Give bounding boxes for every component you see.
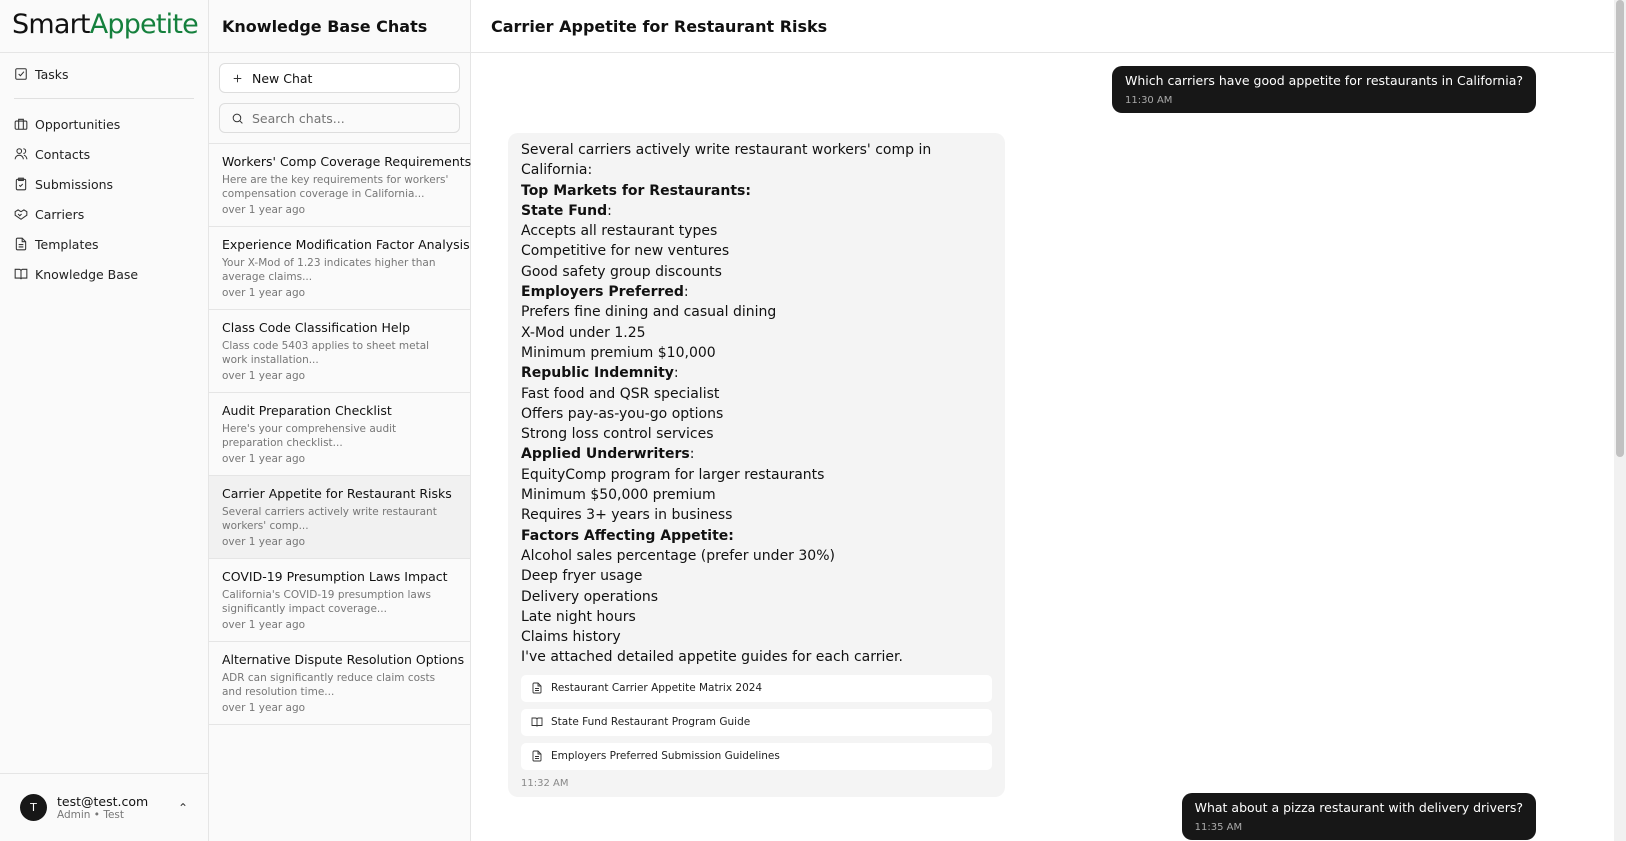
attachment-link[interactable]	[521, 709, 992, 736]
user-role: Admin • Test	[57, 809, 125, 821]
chat-preview: Here are the key requirements for workers' compensation coverage in California...	[222, 174, 449, 200]
nav-item-opportunities[interactable]	[8, 109, 200, 139]
search-icon	[231, 112, 244, 125]
message-line	[521, 444, 992, 464]
message-line	[521, 546, 992, 566]
handshake-icon	[14, 207, 28, 221]
chat-title: Workers' Comp Coverage Requirements	[222, 154, 472, 169]
bold-text: Employers Preferred	[521, 284, 684, 301]
chat-date: over 1 year ago	[222, 536, 306, 548]
line-text: I've attached detailed appetite guides for each carrier.	[521, 649, 903, 666]
sidebar	[0, 0, 209, 841]
chat-title: Carrier Appetite for Restaurant Risks	[222, 486, 452, 501]
line-text: EquityComp program for larger restaurants	[521, 466, 825, 483]
chat-title: Audit Preparation Checklist	[222, 403, 392, 418]
chat-list-item[interactable]	[209, 559, 470, 642]
nav-label: Tasks	[35, 66, 69, 82]
book-open-icon	[531, 716, 543, 728]
new-chat-button[interactable]	[219, 63, 460, 93]
line-text: Claims history	[521, 629, 621, 646]
line-text: Competitive for new ventures	[521, 243, 730, 260]
line-text: Prefers fine dining and casual dining	[521, 304, 777, 321]
message-text: Which carriers have good appetite for restaurants in California?	[1124, 73, 1523, 88]
chat-preview: Class code 5403 applies to sheet metal work installation...	[222, 340, 430, 366]
nav-item-submissions[interactable]	[8, 169, 200, 199]
file-text-icon	[531, 682, 543, 694]
line-text: X-Mod under 1.25	[521, 324, 646, 341]
message-line	[521, 384, 992, 404]
chat-date: over 1 year ago	[222, 702, 306, 714]
nav-label: Knowledge Base	[35, 266, 139, 282]
plus-icon	[231, 72, 244, 85]
chat-title: Class Code Classification Help	[222, 320, 411, 335]
chat-list-item[interactable]	[209, 393, 470, 476]
nav-label: Submissions	[35, 176, 114, 192]
nav-divider	[14, 98, 194, 99]
message-text: What about a pizza restaurant with delivery drivers?	[1194, 800, 1523, 815]
message-time: 11:30 AM	[1124, 95, 1173, 106]
line-text: Requires 3+ years in business	[521, 507, 733, 524]
line-text: Strong loss control services	[521, 426, 714, 443]
chat-preview: Several carriers actively write restaurant workers' comp...	[222, 506, 437, 532]
line-text: Minimum premium $10,000	[521, 344, 716, 361]
message-line	[521, 181, 992, 201]
chat-list-title: Knowledge Base Chats	[209, 0, 470, 53]
nav-label: Templates	[35, 236, 99, 252]
chat-date: over 1 year ago	[222, 370, 306, 382]
line-text: Several carriers actively write restaurant workers' comp in California:	[521, 142, 932, 179]
logo[interactable]	[0, 0, 208, 53]
assistant-message	[508, 133, 1005, 797]
book-open-icon	[14, 267, 28, 281]
line-text: :	[673, 365, 679, 382]
line-text: Fast food and QSR specialist	[521, 385, 720, 402]
avatar: T	[20, 794, 47, 821]
line-text: Minimum $50,000 premium	[521, 487, 716, 504]
nav-item-knowledge-base[interactable]	[8, 259, 200, 289]
chat-title: Experience Modification Factor Analysis	[222, 237, 470, 252]
nav-item-contacts[interactable]	[8, 139, 200, 169]
nav-item-templates[interactable]	[8, 229, 200, 259]
message-line	[521, 262, 992, 282]
main-nav	[0, 53, 208, 295]
message-line	[521, 465, 992, 485]
line-text: :	[607, 202, 612, 219]
nav-item-carriers[interactable]	[8, 199, 200, 229]
scrollbar[interactable]	[1614, 0, 1626, 841]
check-square-icon	[14, 67, 28, 81]
bold-text: Factors Affecting Appetite:	[521, 527, 734, 544]
message-line	[521, 404, 992, 424]
line-text: Delivery operations	[521, 588, 659, 605]
attachment-label: State Fund Restaurant Program Guide	[551, 716, 751, 729]
chat-list-item[interactable]	[209, 476, 470, 559]
message-line	[521, 343, 992, 363]
chat-preview: ADR can significantly reduce claim costs and resolution time...	[222, 672, 436, 698]
message-line	[521, 607, 992, 627]
chat-title: COVID-19 Presumption Laws Impact	[222, 569, 448, 584]
message-time: 11:32 AM	[521, 777, 569, 789]
message-line	[521, 323, 992, 343]
message-line	[521, 282, 992, 302]
nav-item-tasks[interactable]	[8, 59, 200, 89]
scrollbar-thumb[interactable]	[1616, 0, 1624, 457]
line-text: :	[683, 284, 689, 301]
nav-label: Opportunities	[35, 116, 121, 132]
message-line	[521, 627, 992, 647]
briefcase-icon	[14, 117, 28, 131]
bold-text: Republic Indemnity	[521, 365, 674, 382]
chat-list-panel	[209, 0, 471, 841]
message-line	[521, 505, 992, 525]
search-chats	[219, 103, 460, 133]
user-menu[interactable]	[0, 773, 208, 841]
message-line	[521, 485, 992, 505]
bold-text: State Fund	[521, 202, 608, 219]
chat-list-item[interactable]	[209, 227, 470, 310]
logo-text-smart: Smart	[12, 9, 90, 40]
line-text: Accepts all restaurant types	[521, 223, 718, 240]
file-text-icon	[14, 237, 28, 251]
message-line	[521, 302, 992, 322]
line-text: Deep fryer usage	[521, 568, 643, 585]
line-text: :	[689, 446, 695, 463]
chat-date: over 1 year ago	[222, 204, 306, 216]
attachment-link[interactable]	[521, 743, 992, 770]
attachment-label: Restaurant Carrier Appetite Matrix 2024	[551, 682, 763, 695]
user-message	[1182, 793, 1536, 840]
message-line	[521, 241, 992, 261]
line-text: Good safety group discounts	[521, 263, 722, 280]
line-text: Late night hours	[521, 608, 636, 625]
logo-text-appetite: Appetite	[89, 9, 198, 40]
chat-list-item[interactable]	[209, 144, 470, 227]
nav-label: Carriers	[35, 206, 85, 222]
chevron-up-icon[interactable]: ⌃	[177, 800, 188, 815]
message-line	[521, 221, 992, 241]
chat-list-item[interactable]	[209, 642, 470, 725]
bold-text: Top Markets for Restaurants:	[521, 182, 751, 199]
new-chat-label: New Chat	[252, 70, 313, 86]
chat-preview: Here's your comprehensive audit preparation checklist...	[222, 423, 397, 449]
chat-list	[209, 143, 470, 725]
chat-title: Alternative Dispute Resolution Options	[222, 652, 465, 667]
message-line	[521, 566, 992, 586]
message-line	[521, 363, 992, 383]
clipboard-check-icon	[14, 177, 28, 191]
user-message	[1112, 66, 1536, 113]
chat-list-item[interactable]	[209, 310, 470, 393]
attachment-label: Employers Preferred Submission Guidelines	[551, 750, 780, 763]
bold-text: Applied Underwriters	[521, 446, 690, 463]
message-line	[521, 647, 992, 667]
nav-label: Contacts	[35, 146, 91, 162]
user-email: test@test.com	[57, 794, 149, 809]
file-text-icon	[531, 750, 543, 762]
chat-main	[471, 0, 1614, 841]
users-icon	[14, 147, 28, 161]
message-time: 11:35 AM	[1194, 822, 1243, 833]
message-line	[521, 526, 992, 546]
chat-date: over 1 year ago	[222, 453, 306, 465]
attachment-link[interactable]	[521, 675, 992, 702]
chat-date: over 1 year ago	[222, 287, 306, 299]
message-line	[521, 424, 992, 444]
message-line	[521, 587, 992, 607]
chat-preview: Your X-Mod of 1.23 indicates higher than average claims...	[222, 257, 436, 283]
chat-date: over 1 year ago	[222, 619, 306, 631]
message-line	[521, 201, 992, 221]
conversation-title: Carrier Appetite for Restaurant Risks	[454, 0, 1614, 53]
line-text: Alcohol sales percentage (prefer under 30%)	[521, 547, 835, 564]
chat-preview: California's COVID-19 presumption laws significantly impact coverage...	[222, 589, 431, 615]
search-input[interactable]	[252, 111, 442, 126]
line-text: Offers pay-as-you-go options	[521, 405, 724, 422]
message-line	[521, 140, 992, 181]
